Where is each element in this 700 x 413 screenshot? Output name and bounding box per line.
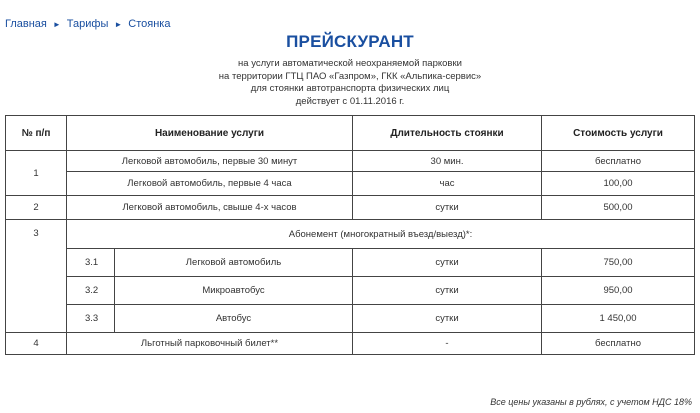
row-duration: час: [353, 172, 542, 196]
row-service: Микроавтобус: [115, 277, 353, 305]
subtitle-line: для стоянки автотранспорта физических лиц: [250, 83, 450, 94]
row-subnum: 3.1: [67, 249, 115, 277]
row-price: 500,00: [542, 196, 695, 220]
row-price: 950,00: [542, 277, 695, 305]
row-price: 100,00: [542, 172, 695, 196]
row-service: Легковой автомобиль, первые 4 часа: [67, 172, 353, 196]
breadcrumb-parking-link[interactable]: Стоянка: [128, 18, 171, 30]
header-num: № п/п: [6, 116, 67, 151]
row-num: 3: [6, 220, 67, 333]
row-price: бесплатно: [542, 333, 695, 355]
row-price: 1 450,00: [542, 305, 695, 333]
table-row: [6, 305, 695, 333]
row-price: 750,00: [542, 249, 695, 277]
row-num: 2: [6, 196, 67, 220]
breadcrumb: [5, 18, 170, 30]
row-service: Абонемент (многократный въезд/выезд)*:: [67, 220, 695, 249]
row-service: Легковой автомобиль, свыше 4-х часов: [67, 196, 353, 220]
table-row: [6, 220, 695, 249]
row-duration: сутки: [353, 196, 542, 220]
price-table: [5, 115, 695, 355]
table-row: [6, 151, 695, 172]
breadcrumb-home-link[interactable]: Главная: [5, 18, 47, 30]
row-num: 4: [6, 333, 67, 355]
row-duration: сутки: [353, 305, 542, 333]
header-service: Наименование услуги: [67, 116, 353, 151]
row-duration: сутки: [353, 277, 542, 305]
row-duration: сутки: [353, 249, 542, 277]
row-duration: -: [353, 333, 542, 355]
price-footnote: Все цены указаны в рублях, с учетом НДС 18%: [490, 397, 692, 407]
table-row: [6, 249, 695, 277]
table-row: [6, 196, 695, 220]
row-subnum: 3.3: [67, 305, 115, 333]
subtitle-line: на территории ГТЦ ПАО «Газпром», ГКК «Альпика-сервис»: [218, 70, 482, 82]
row-duration: 30 мин.: [353, 151, 542, 172]
table-header-row: [6, 116, 695, 151]
subtitle: [0, 58, 700, 108]
table-row: [6, 277, 695, 305]
table-row: [6, 333, 695, 355]
header-price: Стоимость услуги: [542, 116, 695, 151]
row-num: 1: [6, 151, 67, 196]
chevron-right-icon: ►: [114, 19, 123, 29]
chevron-right-icon: ►: [52, 19, 61, 29]
breadcrumb-tariffs-link[interactable]: Тарифы: [66, 18, 109, 30]
subtitle-line: действует с 01.11.2016 г.: [295, 95, 405, 107]
row-service: Легковой автомобиль: [115, 249, 353, 277]
subtitle-line: на услуги автоматической неохраняемой парковки: [238, 58, 462, 69]
row-service: Льготный парковочный билет**: [67, 333, 353, 355]
page-title: ПРЕЙСКУРАНТ: [286, 32, 414, 51]
row-subnum: 3.2: [67, 277, 115, 305]
row-service: Легковой автомобиль, первые 30 минут: [67, 151, 353, 172]
header-duration: Длительность стоянки: [353, 116, 542, 151]
row-price: бесплатно: [542, 151, 695, 172]
row-service: Автобус: [115, 305, 353, 333]
table-row: [6, 172, 695, 196]
